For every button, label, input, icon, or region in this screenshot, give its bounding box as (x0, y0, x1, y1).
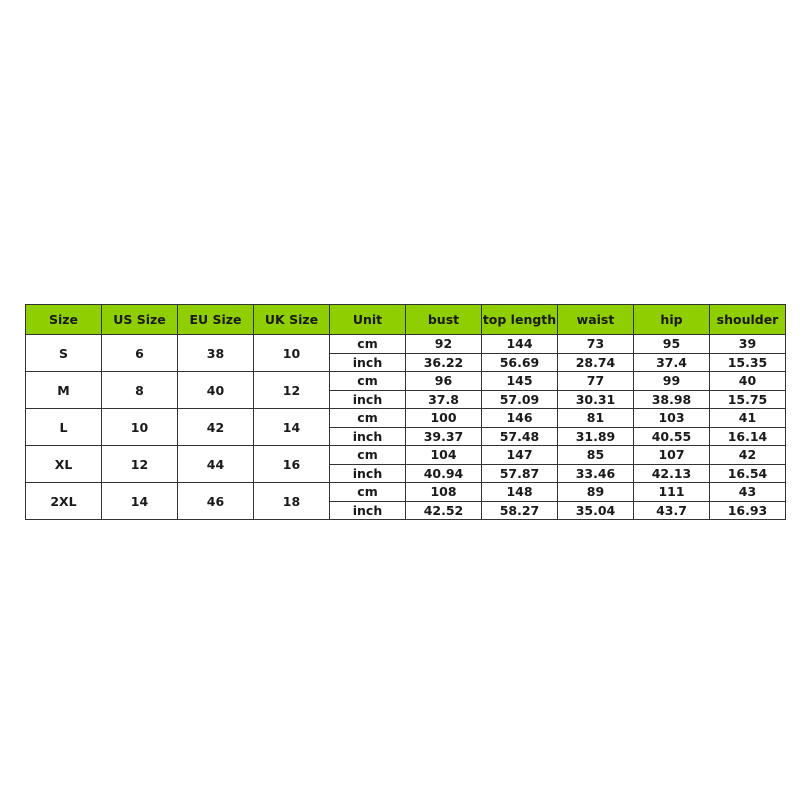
unit-cell: cm (330, 446, 406, 465)
us-size-cell: 12 (102, 446, 178, 483)
size-chart-table (25, 304, 786, 520)
top-length-cell: 57.48 (482, 427, 558, 446)
hip-cell: 99 (634, 372, 710, 391)
bust-cell: 108 (406, 483, 482, 502)
top-length-cell: 57.09 (482, 390, 558, 409)
waist-cell: 33.46 (558, 464, 634, 483)
bust-cell: 42.52 (406, 501, 482, 520)
shoulder-cell: 40 (710, 372, 786, 391)
us-size-cell: 14 (102, 483, 178, 520)
top-length-cell: 57.87 (482, 464, 558, 483)
table-row-cm (26, 446, 786, 465)
eu-size-cell: 44 (178, 446, 254, 483)
table-row-cm (26, 483, 786, 502)
eu-size-cell: 40 (178, 372, 254, 409)
header-top-length: top length (482, 305, 558, 335)
unit-cell: cm (330, 409, 406, 428)
unit-cell: inch (330, 464, 406, 483)
eu-size-cell: 46 (178, 483, 254, 520)
uk-size-cell: 10 (254, 335, 330, 372)
header-row (26, 305, 786, 335)
shoulder-cell: 39 (710, 335, 786, 354)
shoulder-cell: 43 (710, 483, 786, 502)
uk-size-cell: 16 (254, 446, 330, 483)
top-length-cell: 144 (482, 335, 558, 354)
uk-size-cell: 14 (254, 409, 330, 446)
unit-cell: inch (330, 390, 406, 409)
table-row-cm (26, 409, 786, 428)
unit-cell: cm (330, 372, 406, 391)
shoulder-cell: 41 (710, 409, 786, 428)
unit-cell: cm (330, 483, 406, 502)
hip-cell: 37.4 (634, 353, 710, 372)
eu-size-cell: 42 (178, 409, 254, 446)
waist-cell: 31.89 (558, 427, 634, 446)
top-length-cell: 145 (482, 372, 558, 391)
bust-cell: 92 (406, 335, 482, 354)
table-row-cm (26, 372, 786, 391)
hip-cell: 42.13 (634, 464, 710, 483)
top-length-cell: 148 (482, 483, 558, 502)
size-cell: 2XL (26, 483, 102, 520)
header-unit: Unit (330, 305, 406, 335)
shoulder-cell: 16.93 (710, 501, 786, 520)
header-shoulder: shoulder (710, 305, 786, 335)
us-size-cell: 6 (102, 335, 178, 372)
eu-size-cell: 38 (178, 335, 254, 372)
top-length-cell: 58.27 (482, 501, 558, 520)
waist-cell: 81 (558, 409, 634, 428)
size-cell: M (26, 372, 102, 409)
waist-cell: 89 (558, 483, 634, 502)
shoulder-cell: 16.14 (710, 427, 786, 446)
us-size-cell: 8 (102, 372, 178, 409)
bust-cell: 104 (406, 446, 482, 465)
hip-cell: 107 (634, 446, 710, 465)
hip-cell: 103 (634, 409, 710, 428)
bust-cell: 40.94 (406, 464, 482, 483)
hip-cell: 38.98 (634, 390, 710, 409)
waist-cell: 30.31 (558, 390, 634, 409)
unit-cell: inch (330, 501, 406, 520)
size-cell: L (26, 409, 102, 446)
waist-cell: 35.04 (558, 501, 634, 520)
header-hip: hip (634, 305, 710, 335)
bust-cell: 37.8 (406, 390, 482, 409)
waist-cell: 85 (558, 446, 634, 465)
hip-cell: 40.55 (634, 427, 710, 446)
us-size-cell: 10 (102, 409, 178, 446)
size-cell: XL (26, 446, 102, 483)
header-waist: waist (558, 305, 634, 335)
header-bust: bust (406, 305, 482, 335)
bust-cell: 36.22 (406, 353, 482, 372)
uk-size-cell: 18 (254, 483, 330, 520)
hip-cell: 95 (634, 335, 710, 354)
waist-cell: 28.74 (558, 353, 634, 372)
bust-cell: 39.37 (406, 427, 482, 446)
shoulder-cell: 42 (710, 446, 786, 465)
bust-cell: 96 (406, 372, 482, 391)
size-cell: S (26, 335, 102, 372)
unit-cell: inch (330, 353, 406, 372)
hip-cell: 111 (634, 483, 710, 502)
top-length-cell: 147 (482, 446, 558, 465)
table-row-cm (26, 335, 786, 354)
unit-cell: cm (330, 335, 406, 354)
waist-cell: 77 (558, 372, 634, 391)
shoulder-cell: 15.35 (710, 353, 786, 372)
bust-cell: 100 (406, 409, 482, 428)
header-size: Size (26, 305, 102, 335)
top-length-cell: 56.69 (482, 353, 558, 372)
shoulder-cell: 15.75 (710, 390, 786, 409)
waist-cell: 73 (558, 335, 634, 354)
hip-cell: 43.7 (634, 501, 710, 520)
header-uk-size: UK Size (254, 305, 330, 335)
unit-cell: inch (330, 427, 406, 446)
header-eu-size: EU Size (178, 305, 254, 335)
top-length-cell: 146 (482, 409, 558, 428)
header-us-size: US Size (102, 305, 178, 335)
shoulder-cell: 16.54 (710, 464, 786, 483)
uk-size-cell: 12 (254, 372, 330, 409)
